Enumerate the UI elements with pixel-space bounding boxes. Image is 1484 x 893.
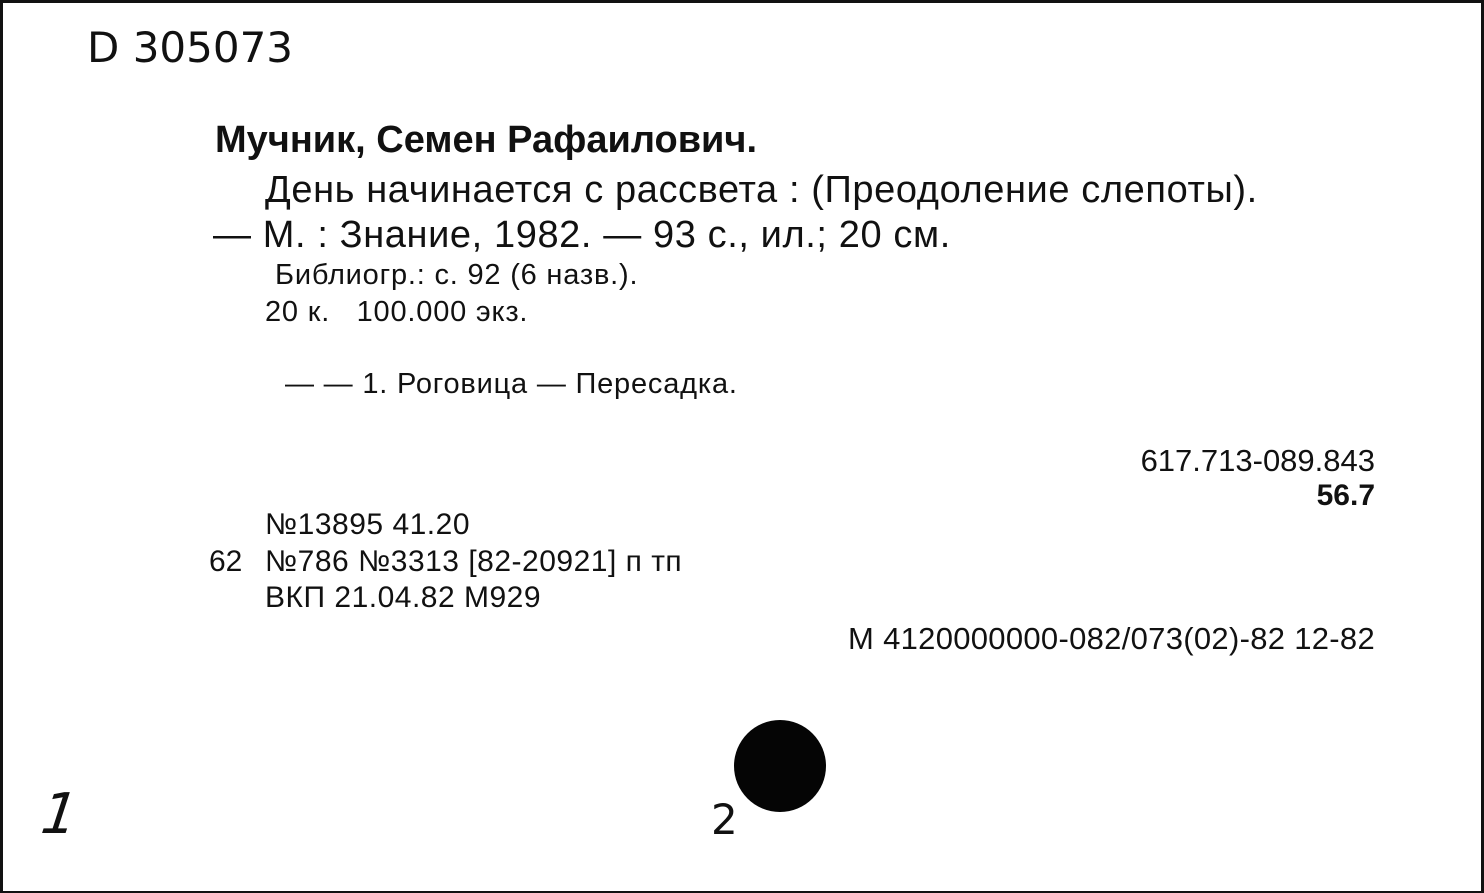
udc-index: 617.713-089.843: [1140, 443, 1375, 478]
handwritten-mark-1: 1: [30, 782, 88, 847]
title-line: День начинается с рассвета : (Преодоление слепоты).: [265, 169, 1258, 211]
technical-line-2: №786 №3313 [82-20921] п тп: [265, 545, 683, 578]
technical-line-3: ВКП 21.04.82 М929: [265, 581, 542, 614]
publication-line: — М. : Знание, 1982. — 93 с., ил.; 20 см.: [213, 214, 951, 256]
technical-line-2-number: 62: [209, 545, 243, 578]
author-heading: Мучник, Семен Рафаилович.: [215, 119, 758, 161]
publisher-code: М 4120000000-082/073(02)-82 12-82: [848, 621, 1375, 656]
price-circulation: 20 к. 100.000 экз.: [265, 296, 529, 328]
bibliography-note: Библиогр.: с. 92 (6 назв.).: [275, 259, 639, 291]
technical-line-1: №13895 41.20: [265, 508, 471, 541]
bbk-index: 56.7: [1316, 479, 1375, 512]
inventory-number: D 305073: [87, 23, 294, 72]
subject-heading: — — 1. Роговица — Пересадка.: [285, 368, 738, 400]
punch-hole: [734, 720, 826, 812]
handwritten-mark-2: 2: [711, 795, 738, 844]
